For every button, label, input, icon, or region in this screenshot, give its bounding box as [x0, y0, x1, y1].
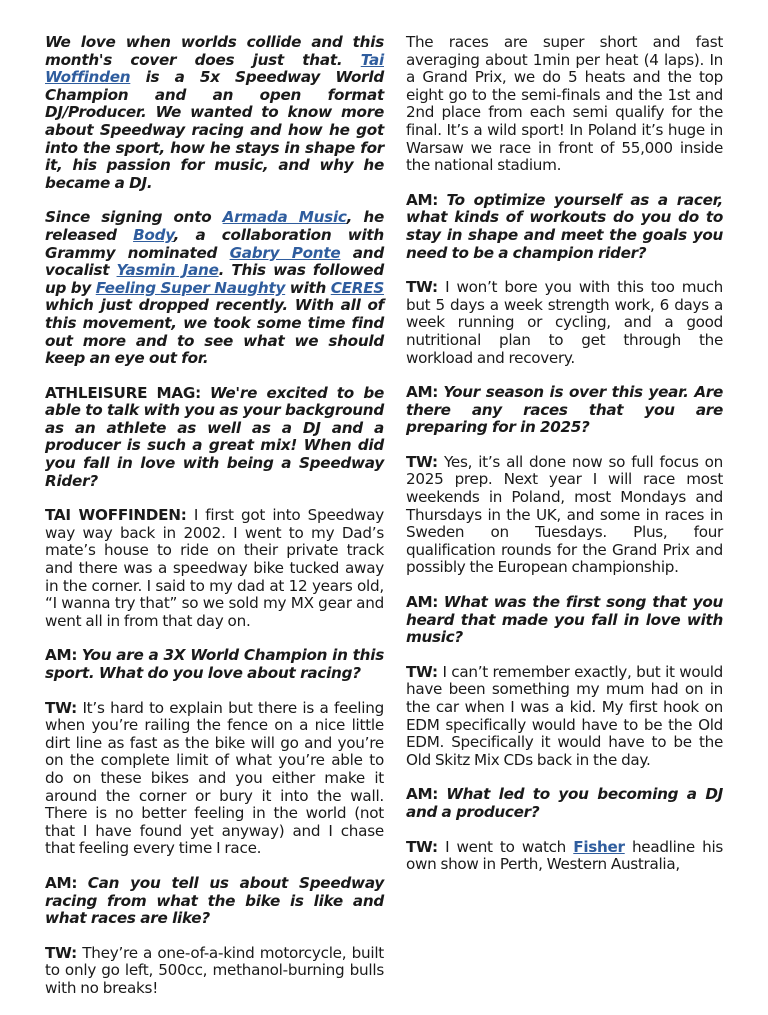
- intro-paragraph-1: [45, 34, 384, 192]
- speaker-label: TAI WOFFINDEN:: [45, 506, 187, 525]
- answer-text: I first got into Speedway way way back in 2002. I went to my Dad’s mate’s house to ride on their private track and there was a speedway bike tucked away in the corner. I said to my dad at 12 years old, “I wanna try that” so we sold my MX gear and went all in from that day on.: [45, 506, 384, 630]
- speaker-label: TW:: [406, 452, 438, 471]
- fisher-link[interactable]: Fisher: [573, 837, 625, 856]
- speaker-label: TW:: [45, 698, 77, 717]
- answer-text: It’s hard to explain but there is a feeling when you’re railing the fence on a nice little dirt line as fast as the bike will go and you’re on the complete limit of what you’re able to do on these bikes and you either make it around the corner or bury it into the wall. There is no better feeling in the world (not that I have found yet anyway) and I chase that feeling every time I race.: [45, 698, 385, 858]
- intro-text: and vocalist: [45, 243, 384, 280]
- speaker-label: TW:: [45, 943, 77, 962]
- intro-text: . This was followed up by: [45, 261, 384, 297]
- question-2: [45, 647, 384, 682]
- answer-4: [406, 279, 723, 367]
- answer-text: Yes, it’s all done now so full focus on 2025 prep. Next year I will race most weekends in Poland, most Mondays and Thursdays in the UK, and some in races in Sweden on Tuesdays. Plus, four qualification rounds for the Grand Prix and possibly the European championship.: [406, 452, 724, 577]
- answer-text: I can’t remember exactly, but it would have been something my mum had on in the car when I was a kid. My first hook on EDM specifically would have to be the Old EDM. Specifically it would have to be the Old Skitz Mix CDs back in the day.: [406, 662, 723, 769]
- speaker-label: AM:: [45, 646, 78, 665]
- intro-text: We love when worlds collide and this month's cover does just that.: [45, 33, 384, 69]
- answer-text: I won’t bore you with this too much but 5 days a week strength work, 6 days a week running or cycling, and a good nutritional plan to get through the workload and recovery.: [406, 278, 724, 367]
- answer-text: They’re a one-of-a-kind motorcycle, built to only go left, 500cc, methanol-burning bulls with no breaks!: [45, 943, 385, 997]
- speaker-label: AM:: [406, 190, 439, 209]
- question-1: [45, 385, 384, 491]
- speaker-label: AM:: [406, 593, 439, 612]
- feeling-super-naughty-link[interactable]: Feeling Super Naughty: [95, 278, 286, 297]
- intro-text: with: [285, 278, 331, 297]
- answer-6: [406, 664, 723, 770]
- answer-text: I went to watch: [445, 837, 574, 856]
- intro-text: , he released: [45, 208, 384, 244]
- gabry-ponte-link[interactable]: Gabry Ponte: [229, 243, 341, 262]
- answer-7: [406, 839, 723, 874]
- question-text: To optimize yourself as a racer, what kinds of workouts do you do to stay in shape and meet the goals you need to be a champion rider?: [406, 190, 723, 262]
- answer-3-continued: [406, 34, 723, 175]
- answer-text: headline his own show in Perth, Western Australia,: [406, 837, 724, 874]
- intro-text: which just dropped recently. With all of this movement, we took some time find out more and to see what we should keep an eye out for.: [45, 296, 384, 368]
- armada-music-link[interactable]: Armada Music: [222, 208, 347, 227]
- tai-woffinden-link[interactable]: Tai Woffinden: [45, 50, 384, 87]
- question-text: You are a 3X World Champion in this sport. What do you love about racing?: [45, 646, 384, 682]
- yasmin-jane-link[interactable]: Yasmin Jane: [116, 261, 219, 280]
- question-text: What led to you becoming a DJ and a producer?: [406, 785, 723, 821]
- speaker-label: ATHLEISURE MAG:: [45, 383, 201, 402]
- speaker-label: TW:: [406, 837, 438, 856]
- answer-2: [45, 700, 384, 858]
- intro-text: , a collaboration with Grammy nominated: [45, 225, 384, 262]
- right-column: [406, 34, 723, 891]
- answer-5: [406, 454, 723, 577]
- intro-text: is a 5x Speedway World Champion and an open format DJ/Producer. We wanted to know more about Speedway racing and how he got into the sport, how he stays in shape for it, his passion for music, and why he became a DJ.: [45, 68, 384, 192]
- question-text: Your season is over this year. Are there any races that you are preparing for in 2025?: [406, 383, 723, 437]
- question-text: Can you tell us about Speedway racing from what the bike is like and what races are like?: [45, 873, 384, 928]
- speaker-label: TW:: [406, 662, 438, 681]
- body-link[interactable]: Body: [133, 225, 174, 244]
- question-text: What was the first song that you heard that made you fall in love with music?: [406, 593, 723, 647]
- speaker-label: AM:: [406, 383, 439, 402]
- question-text: We're excited to be able to talk with you as your background as an athlete as well as a DJ and a producer is such a great mix! When did you fall in love with being a Speedway Rider?: [45, 383, 384, 490]
- answer-1: [45, 507, 384, 630]
- ceres-link[interactable]: CERES: [330, 278, 385, 297]
- question-4: [406, 192, 723, 262]
- question-6: [406, 594, 723, 647]
- speaker-label: AM:: [406, 785, 439, 804]
- left-column: [45, 34, 384, 1015]
- intro-paragraph-2: [45, 209, 384, 367]
- speaker-label: AM:: [45, 873, 78, 892]
- intro-text: Since signing onto: [45, 208, 223, 227]
- question-3: [45, 875, 384, 928]
- question-5: [406, 384, 723, 437]
- answer-3: [45, 945, 384, 998]
- question-7: [406, 786, 723, 821]
- answer-text: The races are super short and fast averaging about 1min per heat (4 laps). In a Grand Prix, we do 5 heats and the top eight go to the semi-finals and the 1st and 2nd place from each semi qualify for the final. It’s a wild sport! In Poland it’s huge in Warsaw we race in front of 55,000 inside the national stadium.: [406, 33, 723, 175]
- speaker-label: TW:: [406, 278, 438, 297]
